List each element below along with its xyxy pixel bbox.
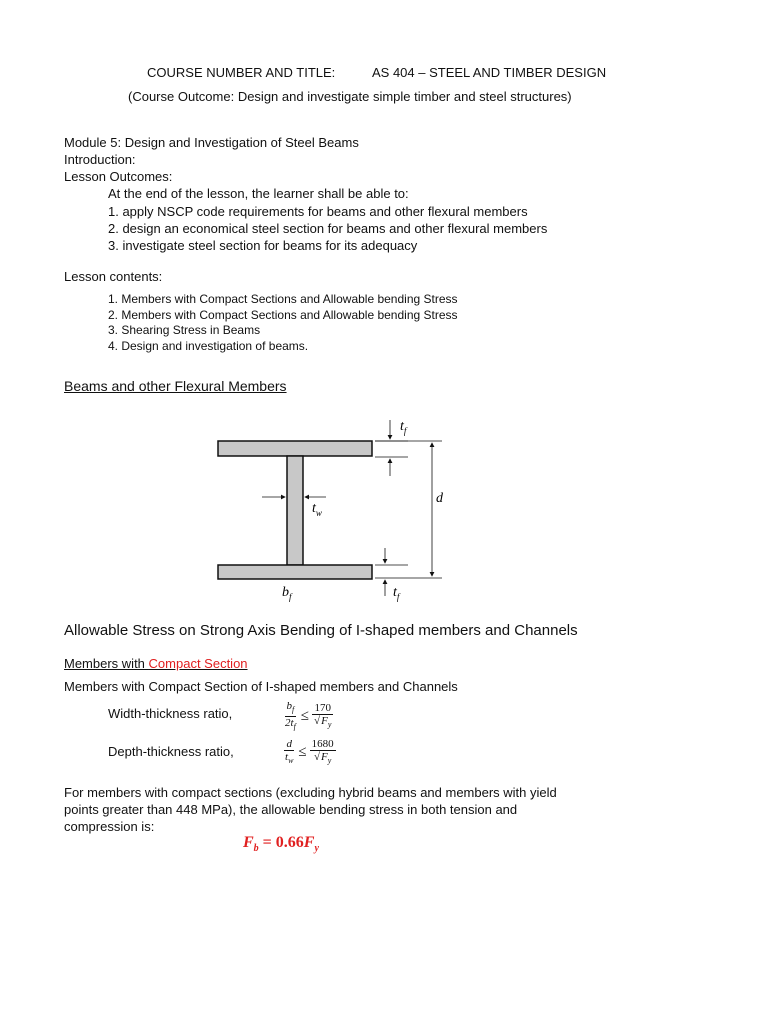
allowable-heading: Allowable Stress on Strong Axis Bending of I-shaped members and Channels: [64, 622, 578, 639]
contents-heading: Lesson contents:: [64, 269, 163, 284]
members-compact-heading: [64, 656, 248, 671]
compact-paragraph-line: For members with compact sections (excluding hybrid beams and members with yield: [64, 785, 557, 800]
compact-paragraph-line: points greater than 448 MPa), the allowable bending stress in both tension and: [64, 802, 518, 817]
outcomes-intro: At the end of the lesson, the learner shall be able to:: [108, 186, 409, 201]
course-title: AS 404 – STEEL AND TIMBER DESIGN: [372, 65, 607, 80]
flange-thickness-label-top: $t_f$: [400, 419, 407, 436]
course-label: COURSE NUMBER AND TITLE:: [147, 65, 336, 80]
course-outcome: (Course Outcome: Design and investigate simple timber and steel structures): [128, 89, 572, 104]
module-title: Module 5: Design and Investigation of Steel Beams: [64, 135, 359, 150]
flange-thickness-label-bottom: $t_f$: [393, 585, 400, 602]
members-description: Members with Compact Section of I-shaped members and Channels: [64, 679, 458, 694]
flange-width-label: $b_f$: [282, 585, 292, 602]
web: [287, 456, 303, 565]
width-ratio-formula: $\frac{b_f}{2t_f}$ ≤ $\frac{170}{√F_y}$: [285, 700, 332, 732]
depth-ratio-label: Depth-thickness ratio,: [108, 744, 234, 759]
content-item: 3. Shearing Stress in Beams: [108, 323, 261, 337]
outcomes-heading: Lesson Outcomes:: [64, 169, 173, 184]
depth-label: d: [436, 491, 443, 506]
section-heading: Beams and other Flexural Members: [64, 378, 287, 394]
top-flange: [218, 441, 372, 456]
outcome-item: 1. apply NSCP code requirements for beams and other flexural members: [108, 204, 528, 219]
members-prefix: Members with: [64, 656, 149, 671]
content-item: 4. Design and investigation of beams.: [108, 339, 309, 353]
compact-paragraph-line: compression is:: [64, 819, 155, 834]
allowable-bending-formula: $F_b = 0.66F_y$: [243, 834, 319, 855]
bottom-flange: [218, 565, 372, 579]
content-item: 2. Members with Compact Sections and Allowable bending Stress: [108, 308, 458, 322]
outcome-item: 2. design an economical steel section for beams and other flexural members: [108, 221, 548, 236]
width-ratio-label: Width-thickness ratio,: [108, 706, 233, 721]
outcome-item: 3. investigate steel section for beams for its adequacy: [108, 238, 418, 253]
compact-section-link[interactable]: Compact Section: [148, 656, 248, 671]
web-thickness-label: $t_w$: [312, 501, 322, 518]
introduction-label: Introduction:: [64, 152, 136, 167]
depth-ratio-formula: $\frac{d}{t_w}$ ≤ $\frac{1680}{√F_y}$: [285, 738, 334, 766]
content-item: 1. Members with Compact Sections and Allowable bending Stress: [108, 292, 458, 306]
